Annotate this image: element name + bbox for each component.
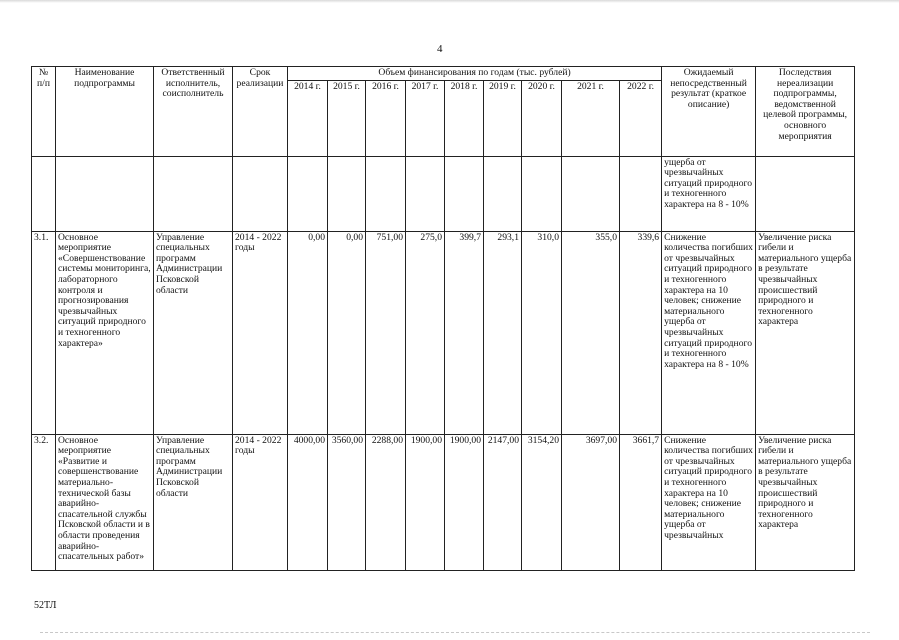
row-value: 0,00 bbox=[328, 231, 366, 434]
header-year: 2016 г. bbox=[366, 80, 406, 156]
header-year: 2021 г. bbox=[562, 80, 620, 156]
row-value: 2147,00 bbox=[484, 434, 522, 570]
table-row bbox=[32, 434, 855, 570]
scan-edge-bottom bbox=[40, 632, 870, 635]
empty-cell bbox=[445, 156, 484, 231]
empty-cell bbox=[484, 156, 522, 231]
row-name: Основное мероприятие «Совершенствование системы мониторинга, лабораторного контроля и прогнозирования чрезвычайных ситуаций природного и техногенного характера» bbox=[56, 231, 154, 434]
header-name: Наименование подпрограммы bbox=[56, 67, 154, 157]
row-value: 355,0 bbox=[562, 231, 620, 434]
row-value: 1900,00 bbox=[445, 434, 484, 570]
scan-edge-top bbox=[0, 0, 899, 3]
empty-cell bbox=[562, 156, 620, 231]
row-value: 275,0 bbox=[406, 231, 445, 434]
empty-cell bbox=[406, 156, 445, 231]
header-consequences: Последствия нереализации подпрограммы, ведомственной целевой программы, основного мероприятия bbox=[756, 67, 855, 157]
table-row-continuation bbox=[32, 156, 855, 231]
header-year: 2015 г. bbox=[328, 80, 366, 156]
header-responsible: Ответственный исполнитель, соисполнитель bbox=[154, 67, 233, 157]
empty-cell bbox=[154, 156, 233, 231]
row-value: 1900,00 bbox=[406, 434, 445, 570]
row-value: 310,0 bbox=[522, 231, 562, 434]
header-year: 2018 г. bbox=[445, 80, 484, 156]
row-value: 2288,00 bbox=[366, 434, 406, 570]
empty-cell bbox=[233, 156, 288, 231]
header-year: 2020 г. bbox=[522, 80, 562, 156]
footer-code: 52ТЛ bbox=[34, 600, 57, 611]
row-number: 3.2. bbox=[32, 434, 56, 570]
empty-cell bbox=[620, 156, 662, 231]
row-value: 3697,00 bbox=[562, 434, 620, 570]
empty-cell bbox=[522, 156, 562, 231]
row-value: 4000,00 bbox=[288, 434, 328, 570]
header-year: 2022 г. bbox=[620, 80, 662, 156]
empty-cell bbox=[288, 156, 328, 231]
row-value: 3661,7 bbox=[620, 434, 662, 570]
row-result: Снижение количества погибших от чрезвычайных ситуаций природного и техногенного характера на 10 человек; снижение материального ущерба от чрезвычайных bbox=[662, 434, 756, 570]
header-financing: Объем финансирования по годам (тыс. рублей) bbox=[288, 67, 662, 81]
row-value: 3560,00 bbox=[328, 434, 366, 570]
header-result: Ожидаемый непосредственный результат (краткое описание) bbox=[662, 67, 756, 157]
header-row bbox=[32, 67, 855, 81]
row-name: Основное мероприятие «Развитие и совершенствование материально-технической базы аварийно-спасательной службы Псковской области и в области проведения аварийно-спасательных работ» bbox=[56, 434, 154, 570]
row-value: 339,6 bbox=[620, 231, 662, 434]
empty-cell bbox=[328, 156, 366, 231]
page-number: 4 bbox=[437, 43, 443, 55]
row-term: 2014 - 2022 годы bbox=[233, 231, 288, 434]
financing-table bbox=[31, 66, 855, 571]
header-num: № п/п bbox=[32, 67, 56, 157]
row-consequences: Увеличение риска гибели и материального ущерба в результате чрезвычайных происшествий природного и техногенного характера bbox=[756, 231, 855, 434]
row-responsible: Управление специальных программ Администрации Псковской области bbox=[154, 231, 233, 434]
empty-cell bbox=[32, 156, 56, 231]
empty-cell bbox=[366, 156, 406, 231]
row-term: 2014 - 2022 годы bbox=[233, 434, 288, 570]
header-year: 2014 г. bbox=[288, 80, 328, 156]
row-responsible: Управление специальных программ Администрации Псковской области bbox=[154, 434, 233, 570]
header-year: 2019 г. bbox=[484, 80, 522, 156]
empty-cell bbox=[756, 156, 855, 231]
header-term: Срок реализации bbox=[233, 67, 288, 157]
row-value: 0,00 bbox=[288, 231, 328, 434]
continuation-result: ущерба от чрезвычайных ситуаций природного и техногенного характера на 8 - 10% bbox=[662, 156, 756, 231]
row-value: 293,1 bbox=[484, 231, 522, 434]
row-value: 751,00 bbox=[366, 231, 406, 434]
row-number: 3.1. bbox=[32, 231, 56, 434]
row-value: 399,7 bbox=[445, 231, 484, 434]
row-result: Снижение количества погибших от чрезвычайных ситуаций природного и техногенного характера на 10 человек; снижение материального ущерба от чрезвычайных ситуаций природного и техногенного характера на 8 - 10% bbox=[662, 231, 756, 434]
header-year: 2017 г. bbox=[406, 80, 445, 156]
table-row bbox=[32, 231, 855, 434]
row-consequences: Увеличение риска гибели и материального ущерба в результате чрезвычайных происшествий природного и техногенного характера bbox=[756, 434, 855, 570]
empty-cell bbox=[56, 156, 154, 231]
row-value: 3154,20 bbox=[522, 434, 562, 570]
